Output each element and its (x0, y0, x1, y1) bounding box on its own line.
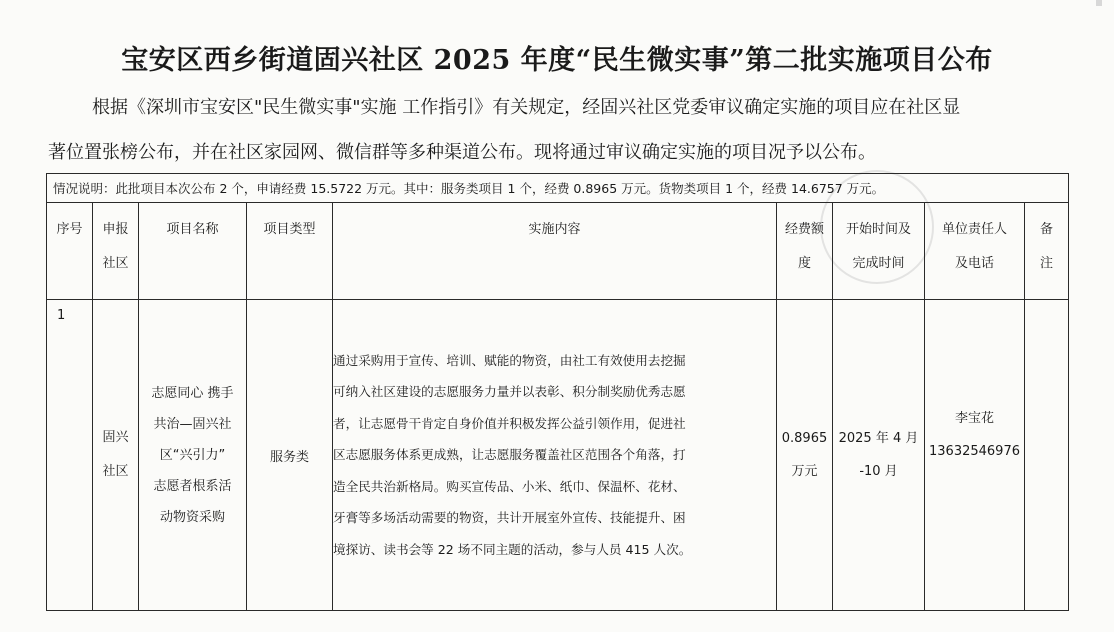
scan-mark (1096, 0, 1102, 6)
cell-note (1025, 300, 1069, 611)
header-person: 单位责任人 及电话 (925, 203, 1025, 300)
cell-project-type: 服务类 (247, 300, 333, 611)
intro-line-2: 著位置张榜公布，并在社区家园网、微信群等多种渠道公布。现将通过审议确定实施的项目况予以公布。 (48, 142, 876, 163)
cell-content: 通过采购用于宣传、培训、赋能的物资，由社工有效使用去挖掘 可纳入社区建设的志愿服务力量并以表彰、积分制奖励优秀志愿 者，让志愿骨干肯定自身价值并积极发挥公益引领作用，促进社 区志愿服务体系更成熟，让志愿服务覆盖社区范围各个角落，打 造全民共治新格局。购买宣传品、小米、纸巾、保温杯、花材、 牙膏等多场活动需要的物资，共计开展室外宣传、技能提升、困 境探访、读书会等 22 场不同主题的活动，参与人员 415 人次。 (333, 300, 777, 611)
project-table (46, 173, 1069, 611)
intro-line-1: 根据《深圳市宝安区"民生微实事"实施 工作指引》有关规定，经固兴社区党委审议确定实施的项目应在社区显 (92, 97, 961, 118)
header-row (47, 203, 1069, 300)
cell-fund: 0.8965 万元 (777, 300, 833, 611)
header-seq: 序号 (47, 203, 93, 300)
header-name: 项目名称 (139, 203, 247, 300)
header-type: 项目类型 (247, 203, 333, 300)
header-note: 备 注 (1025, 203, 1069, 300)
cell-community: 固兴 社区 (93, 300, 139, 611)
header-fund: 经费额 度 (777, 203, 833, 300)
table-row (47, 300, 1069, 611)
header-content: 实施内容 (333, 203, 777, 300)
page-title: 宝安区西乡街道固兴社区 2025 年度“民生微实事”第二批实施项目公布 (121, 45, 993, 76)
cell-seq: 1 (47, 300, 93, 611)
cell-time: 2025 年 4 月 -10 月 (833, 300, 925, 611)
header-community: 申报 社区 (93, 203, 139, 300)
cell-person: 李宝花 13632546976 (925, 300, 1025, 611)
summary-cell: 情况说明：此批项目本次公布 2 个，申请经费 15.5722 万元。其中：服务类项目 1 个，经费 0.8965 万元。货物类项目 1 个，经费 14.6757 万元。 (47, 174, 1069, 203)
cell-project-name: 志愿同心 携手 共治—固兴社 区“兴引力” 志愿者根系活 动物资采购 (139, 300, 247, 611)
header-time: 开始时间及 完成时间 (833, 203, 925, 300)
